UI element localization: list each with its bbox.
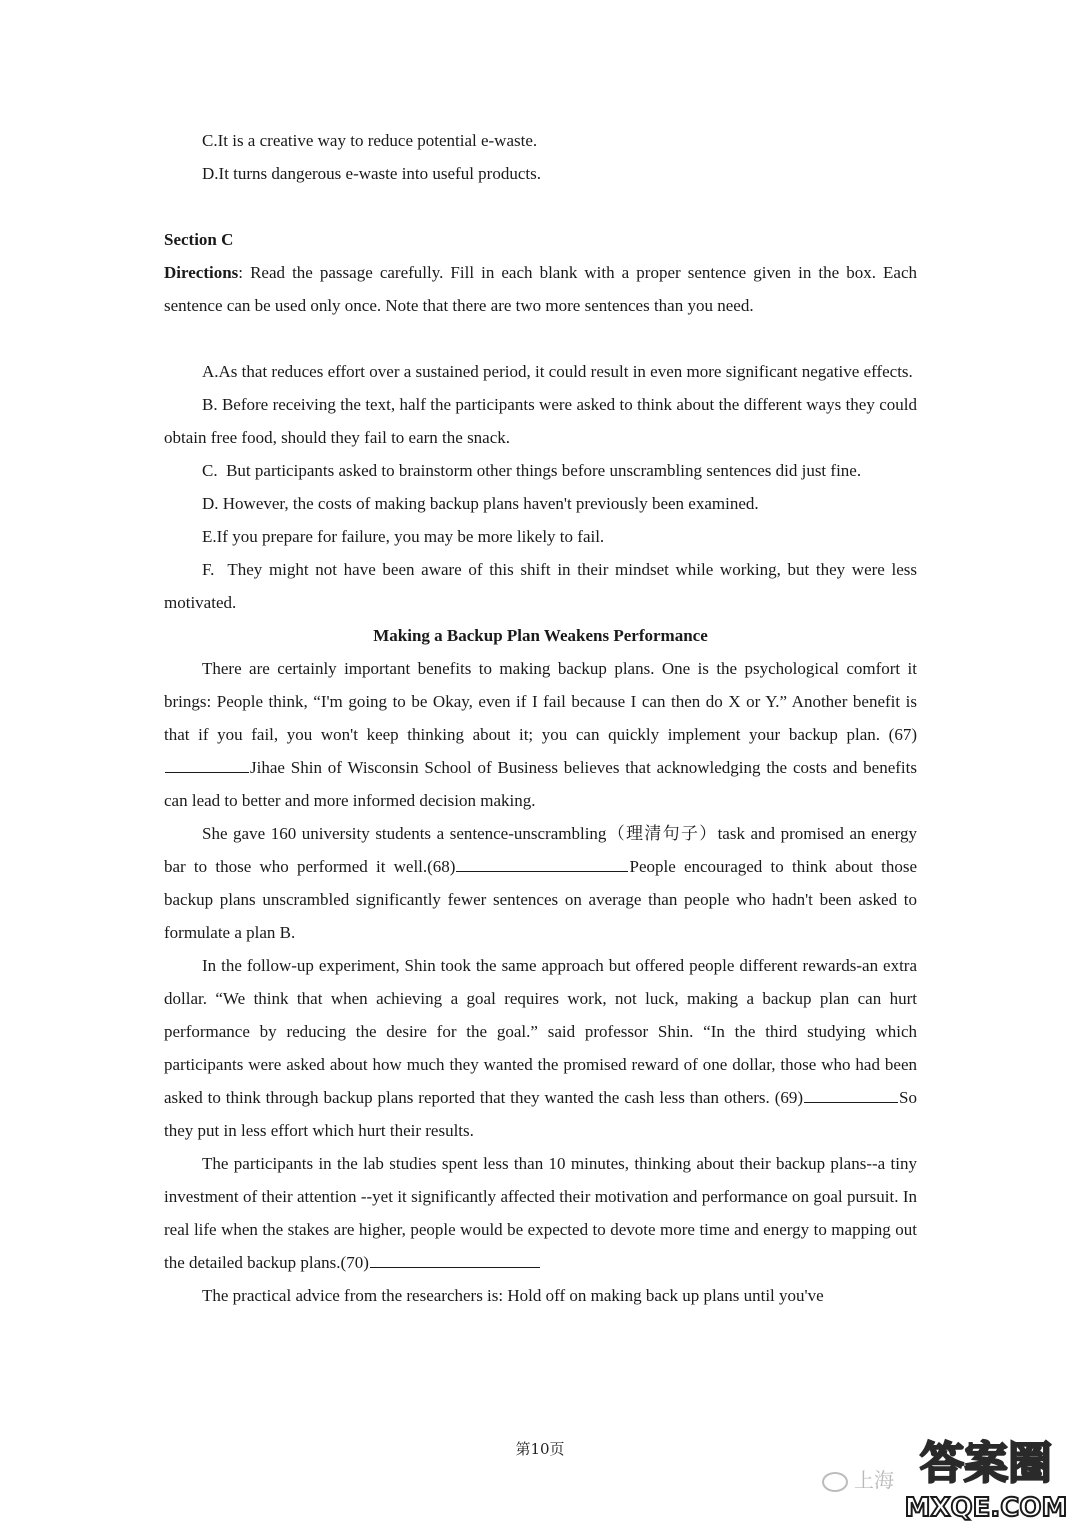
- paragraph-4-text: The participants in the lab studies spent less than 10 minutes, thinking about their backup plans--a tiny investment of their attention --yet it significantly affected their motivation and performance on goal pursuit. In real life when the stakes are higher, people would be expected to devote more time and energy to mapping out the detailed backup plans.(70): [164, 1154, 917, 1272]
- logo-cn-text: 答案圈: [920, 1438, 1052, 1489]
- directions-text: : Read the passage carefully. Fill in each blank with a proper sentence given in the box. Each sentence can be used only once. Note that there are two more sentences than you need.: [164, 263, 917, 315]
- wechat-icon: [822, 1472, 848, 1492]
- paragraph-1-part-a: There are certainly important benefits to making backup plans. One is the psychological comfort it brings: People think, “I'm going to be Okay, even if I fail because I can then do X or Y.” Another benefit is that if you fail, you won't keep thinking about it; you can quickly implement your backup plan. (67): [164, 659, 917, 744]
- choice-b: B. Before receiving the text, half the participants were asked to think about the different ways they could obtain free food, should they fail to earn the snack.: [164, 395, 917, 447]
- paragraph-1: [164, 652, 917, 817]
- blank-67[interactable]: [165, 754, 249, 773]
- site-logo-watermark: [896, 1428, 1076, 1524]
- paragraph-2-part-b: People encouraged to think about those backup plans unscrambled significantly fewer sentences on average than people who hadn't been asked to formulate a plan B.: [164, 857, 917, 942]
- option-d-prev: D.It turns dangerous e-waste into useful products.: [202, 164, 541, 183]
- paragraph-2-part-a: She gave 160 university students a sentence-unscrambling（理清句子）task and promised an energy bar to those who performed it well.(68): [164, 824, 917, 876]
- blank-69[interactable]: [804, 1084, 898, 1103]
- option-c-prev: C.It is a creative way to reduce potential e-waste.: [202, 131, 538, 150]
- choice-f: F. They might not have been aware of this shift in their mindset while working, but they were less motivated.: [164, 560, 922, 612]
- directions-label: Directions: [164, 263, 239, 282]
- paragraph-3-part-a: In the follow-up experiment, Shin took the same approach but offered people different rewards-an extra dollar. “We think that when achieving a goal requires work, not luck, making a backup plan can hurt performance by reducing the desire for the goal.” said professor Shin. “In the third studying which participants were asked about how much they wanted the promised reward of one dollar, those who had been asked to think through backup plans reported that they wanted the cash less than others. (69): [164, 956, 917, 1107]
- paragraph-5: The practical advice from the researchers is: Hold off on making back up plans until you've: [202, 1286, 824, 1305]
- choice-c: C. But participants asked to brainstorm other things before unscrambling sentences did just fine.: [202, 461, 862, 480]
- passage-title: Making a Backup Plan Weakens Performance: [373, 626, 708, 645]
- choice-d: D. However, the costs of making backup plans haven't previously been examined.: [202, 494, 759, 513]
- paragraph-1-part-b: Jihae Shin of Wisconsin School of Business believes that acknowledging the costs and benefits can lead to better and more informed decision making.: [164, 758, 917, 810]
- document-page: [164, 124, 922, 1312]
- logo-en-text: MXQE.COM: [904, 1493, 1068, 1523]
- blank-70[interactable]: [370, 1249, 540, 1268]
- choice-a: A.As that reduces effort over a sustained period, it could result in even more significant negative effects.: [202, 362, 913, 381]
- section-heading: Section C: [164, 230, 234, 249]
- paragraph-3-part-b: So they put in less effort which hurt their results.: [164, 1088, 917, 1140]
- blank-68[interactable]: [456, 853, 628, 872]
- wechat-watermark-text: 上海: [854, 1468, 894, 1492]
- paragraph-4: [164, 1147, 917, 1279]
- paragraph-3: [164, 949, 917, 1147]
- page-number: 第10页: [515, 1440, 565, 1458]
- choice-e: E.If you prepare for failure, you may be more likely to fail.: [202, 527, 605, 546]
- directions: [164, 256, 917, 322]
- paragraph-2: [164, 817, 917, 949]
